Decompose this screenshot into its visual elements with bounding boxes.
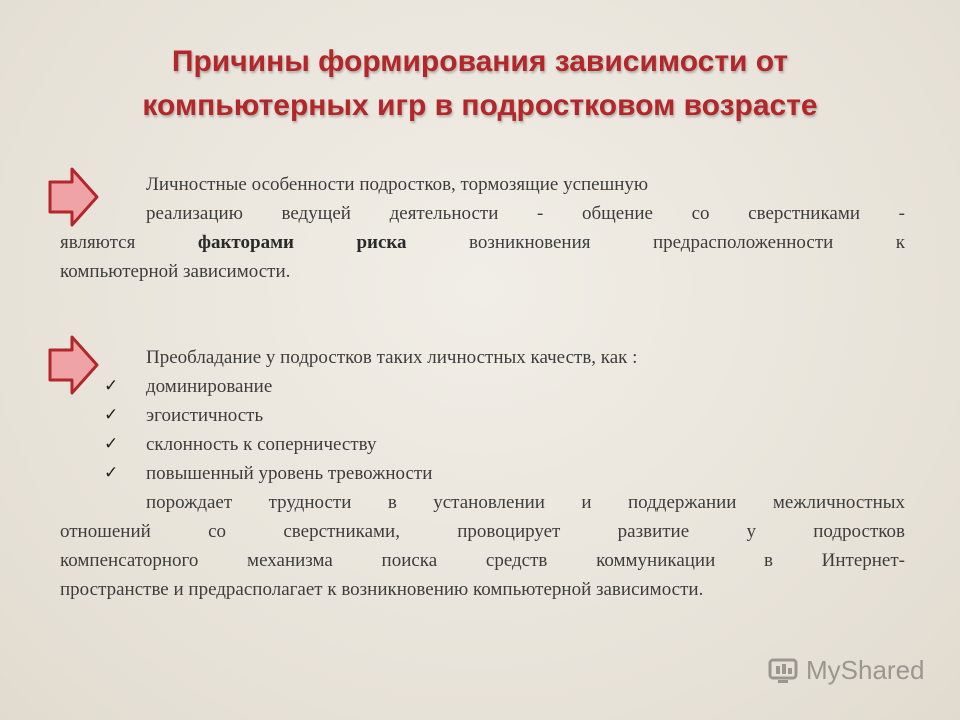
qualities-intro: Преобладание у подростков таких личностных качеств, как :: [146, 347, 638, 368]
list-item: [60, 459, 905, 488]
paragraph-line: [60, 228, 905, 257]
checkmark-icon: ✓: [104, 434, 119, 454]
paragraph-line: компенсаторного механизма поиска средств коммуникации в Интернет-: [60, 550, 905, 571]
list-item: [60, 401, 905, 430]
list-item: [60, 430, 905, 459]
paragraph-line: порождает трудности в установлении и поддержании межличностных: [146, 492, 905, 513]
list-item: [60, 372, 905, 401]
myshared-logo-icon: [768, 656, 800, 686]
risk-factors-paragraph: [60, 170, 905, 286]
paragraph-line: отношений со сверстниками, провоцирует развитие у подростков: [60, 521, 905, 542]
paragraph-line: Личностные особенности подростков, тормозящие успешную: [146, 174, 649, 195]
paragraph-text: являются: [60, 232, 136, 253]
list-item-label: доминирование: [146, 376, 273, 397]
list-item-label: повышенный уровень тревожности: [146, 463, 433, 484]
list-item-label: эгоистичность: [146, 405, 264, 426]
watermark-text: MyShared: [806, 655, 925, 685]
paragraph-line: компьютерной зависимости.: [60, 261, 291, 282]
risk-factors-emphasis: факторами риска: [197, 232, 407, 253]
checkmark-icon: ✓: [104, 376, 119, 396]
list-item-label: склонность к соперничеству: [146, 434, 377, 455]
qualities-list: [60, 372, 905, 488]
paragraph-line: пространстве и предрасполагает к возникновению компьютерной зависимости.: [60, 579, 704, 600]
slide-title-line-1: Причины формирования зависимости от: [171, 45, 789, 78]
myshared-watermark: [768, 655, 925, 686]
slide-title: [60, 40, 900, 128]
slide-title-line-2: компьютерных игр в подростковом возрасте: [142, 89, 818, 122]
personality-qualities-section: [60, 343, 905, 604]
checkmark-icon: ✓: [104, 463, 119, 483]
checkmark-icon: ✓: [104, 405, 119, 425]
paragraph-line: реализацию ведущей деятельности - общение со сверстниками -: [146, 203, 905, 224]
paragraph-text: возникновения предрасположенности к: [469, 232, 906, 253]
